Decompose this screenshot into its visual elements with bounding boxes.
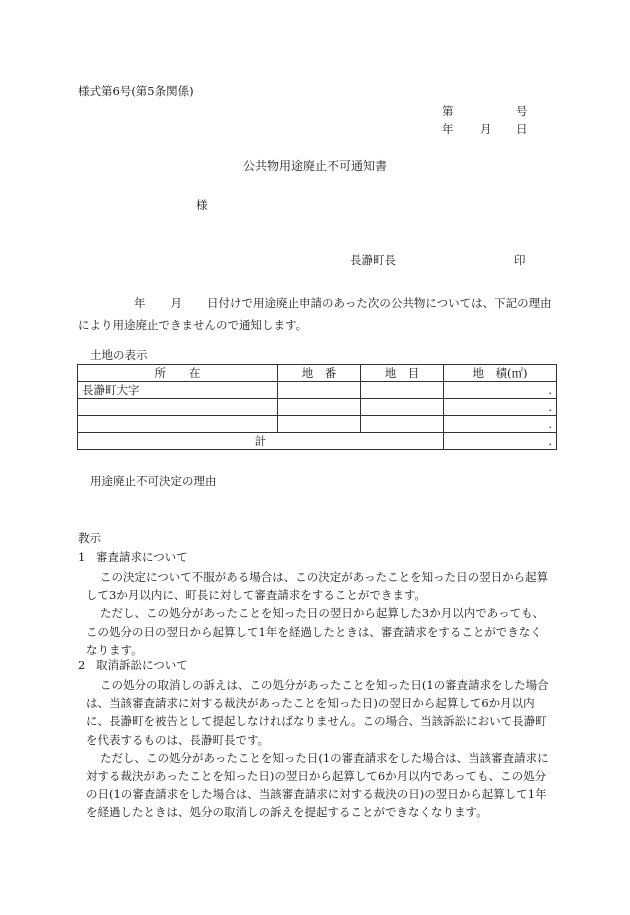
- table-row: [78, 416, 557, 433]
- intro-year: 年: [134, 296, 146, 310]
- section-paragraph: この決定について不服がある場合は、この決定があったことを知った日の翌日から起算して3か月以内に、町長に対して審査請求をすることができます。: [86, 570, 549, 603]
- seal-mark: 印: [514, 253, 526, 267]
- cell-land-category: [361, 382, 444, 399]
- cell-area: .: [444, 382, 557, 399]
- cell-location: [78, 399, 278, 416]
- form-id: 様式第6号(第5条関係): [78, 84, 194, 98]
- section-paragraph: ただし、この処分があったことを知った日の翌日から起算した3か月以内であっても、この処分の日の翌日から起算して1年を経過したときは、審査請求をすることができなくなります。: [86, 606, 545, 657]
- date-day: 日: [516, 122, 528, 136]
- intro-month: 月: [170, 296, 182, 310]
- section-title: 審査請求について: [96, 550, 188, 564]
- cell-area: .: [444, 416, 557, 433]
- section-body: [78, 676, 552, 822]
- document-title: 公共物用途廃止不可通知書: [242, 159, 387, 173]
- cell-location: 長瀞町大字: [78, 382, 278, 399]
- land-table: [77, 364, 557, 450]
- date-year: 年: [442, 122, 454, 136]
- land-heading: 土地の表示: [90, 348, 148, 362]
- header-area: 地 積(㎡): [444, 365, 557, 382]
- cell-location: [78, 416, 278, 433]
- header-location: 所 在: [78, 365, 278, 382]
- number-go: 号: [516, 104, 528, 118]
- cell-lot-number: [278, 382, 361, 399]
- section-paragraph: ただし、この処分があったことを知った日(1の審査請求をした場合は、当該審査請求に対する裁決があったことを知った日)の翌日から起算して6か月以内であっても、この処分の日(1の審査請求をした場合は、当該審査請求に対する裁決の日)の翌日から起算して1年を経過したときは、処分の取消しの訴えを提起することができなくなります。: [86, 750, 549, 820]
- instruction-heading: 教示: [78, 531, 101, 545]
- intro-paragraph: [78, 292, 556, 336]
- cell-lot-number: [278, 416, 361, 433]
- reason-heading: 用途廃止不可決定の理由: [90, 474, 217, 488]
- total-label: 計: [78, 433, 444, 450]
- number-dai: 第: [442, 104, 454, 118]
- total-row: [78, 433, 557, 450]
- section-title: 取消訴訟について: [96, 658, 188, 672]
- section-heading: [78, 660, 188, 672]
- section-number: 2: [78, 658, 86, 672]
- date-month: 月: [480, 122, 492, 136]
- issuer-name: 長瀞町長: [350, 253, 396, 267]
- section-number: 1: [78, 550, 86, 564]
- section-body: [78, 568, 552, 659]
- header-lot-number: 地 番: [278, 365, 361, 382]
- intro-text: 日付けで用途廃止申請のあった次の公共物については、下記の理由により用途廃止できませんので通知します。: [78, 296, 552, 332]
- header-land-category: 地 目: [361, 365, 444, 382]
- table-row: [78, 399, 557, 416]
- land-table-header: [78, 365, 557, 382]
- section-paragraph: この処分の取消しの訴えは、この処分があったことを知った日(1の審査請求をした場合は、当該審査請求に対する裁決があったことを知った日)の翌日から起算して6か月以内に、長瀞町を被告として提起しなければなりません。この場合、当該訴訟において長瀞町を代表するものは、長瀞町長です。: [86, 678, 549, 747]
- cell-lot-number: [278, 399, 361, 416]
- table-row: [78, 382, 557, 399]
- cell-land-category: [361, 416, 444, 433]
- cell-area: .: [444, 399, 557, 416]
- section-heading: [78, 552, 188, 564]
- total-area: .: [444, 433, 557, 450]
- addressee-suffix: 様: [196, 198, 208, 212]
- cell-land-category: [361, 399, 444, 416]
